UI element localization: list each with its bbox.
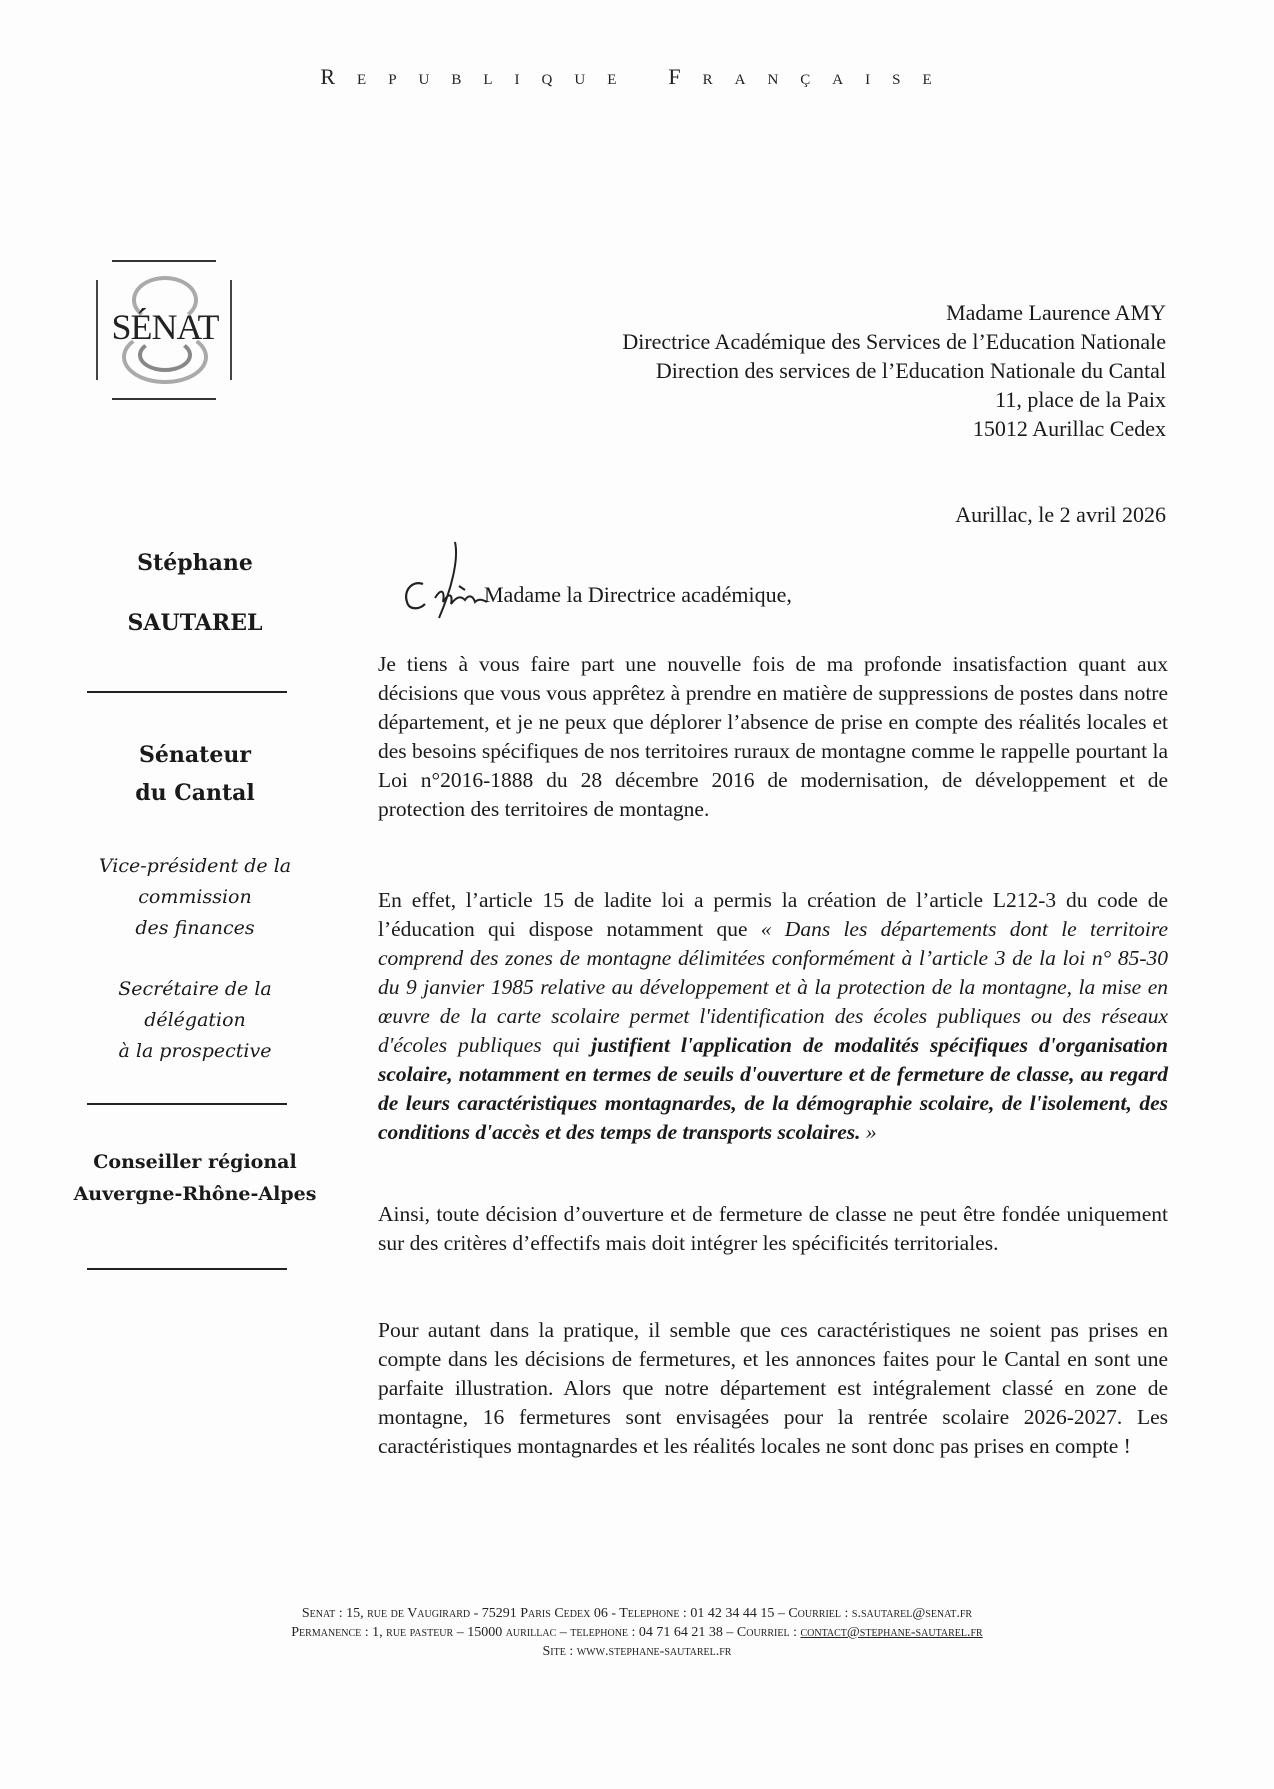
- recipient-title: Directrice Académique des Services de l’Education Nationale: [622, 329, 1166, 354]
- header-francaise: Française: [668, 64, 954, 89]
- footer-permanence-address: [0, 1623, 1274, 1642]
- legal-quote: « Dans les départements dont le territoire comprend des zones de montagne délimitées conformément à l’article 3 de la loi n° 85-30 du 9 janvier 1985 relative au développement et à la protection de la montagne, la mise en œuvre de la carte scolaire permet l'identification des écoles publiques ou des réseaux d'écoles publiques qui: [378, 917, 1169, 1057]
- paragraph-2: [378, 886, 1168, 1147]
- republique-francaise-header: [0, 64, 1274, 90]
- role-line: délégation: [144, 1009, 246, 1031]
- recipient-organization: Direction des services de l’Education Nationale du Cantal: [655, 358, 1166, 383]
- paragraph-1: [378, 650, 1168, 824]
- role-line: à la prospective: [118, 1040, 272, 1062]
- paragraph-intro: En effet, l’article 15 de ladite loi a permis la création de l’article L212-3 du code de l’éducation qui dispose notamment que: [378, 888, 1168, 941]
- role-line: des finances: [135, 917, 255, 939]
- recipient-name: Madame Laurence AMY: [946, 300, 1166, 325]
- divider: [87, 691, 287, 693]
- recipient-address: [622, 298, 1166, 443]
- footer-permanence-text: Permanence : 1, rue pasteur – 15000 aurillac – telephone : 04 71 64 21 38 – Courriel :: [291, 1625, 801, 1640]
- recipient-city: 15012 Aurillac Cedex: [972, 416, 1166, 441]
- divider: [87, 1103, 287, 1105]
- regional-line1: Conseiller régional: [93, 1151, 297, 1173]
- recipient-street: 11, place de la Paix: [995, 387, 1166, 412]
- sender-regional-role: [60, 1146, 330, 1210]
- senat-logo-text: SÉNAT: [111, 307, 219, 347]
- regional-line2: Auvergne-Rhône-Alpes: [73, 1183, 317, 1205]
- paragraph-text: Ainsi, toute décision d’ouverture et de fermeture de classe ne peut être fondée uniquement sur des critères d’effectifs mais doit intégrer les spécificités territoriales.: [378, 1202, 1168, 1255]
- role-line: Vice-président de la: [98, 855, 292, 877]
- sender-title-line1: Sénateur: [139, 742, 251, 768]
- paragraph-text: Je tiens à vous faire part une nouvelle fois de ma profonde insatisfaction quant aux décisions que vous vous apprêtez à prendre en matière de suppressions de postes dans notre département, et je ne peux que déplorer l’absence de prise en compte des réalités locales et des besoins spécifiques de nos territoires ruraux de montagne comme le rappelle pourtant la Loi n°2016-1888 du 28 décembre 2016 de modernisation, de développement et de protection des territoires de montagne.: [378, 652, 1168, 821]
- letterhead-footer: [0, 1604, 1274, 1661]
- paragraph-text: [378, 886, 1168, 1147]
- salutation: Madame la Directrice académique,: [484, 582, 792, 607]
- handwritten-salutation-icon: [395, 540, 495, 622]
- sender-role-prospective: [70, 974, 320, 1067]
- sender-title-line2: du Cantal: [135, 780, 255, 806]
- quote-close: »: [860, 1120, 877, 1144]
- role-line: commission: [138, 886, 252, 908]
- paragraph-3: [378, 1200, 1168, 1258]
- footer-website: Site : www.stephane-sautarel.fr: [542, 1644, 732, 1659]
- legal-quote-emphasis: justifient l'application de modalités spécifiques d'organisation scolaire, notamment en termes de seuils d'ouverture et de fermeture de classe, au regard de leurs caractéristiques montagnardes, de la démographie scolaire, de l'isolement, des conditions d'accès et des temps de transports scolaires.: [378, 1033, 1168, 1144]
- sender-last-name: SAUTAREL: [127, 610, 263, 636]
- letter-date: Aurillac, le 2 avril 2026: [955, 502, 1166, 527]
- sender-role-finances: [70, 851, 320, 944]
- paragraph-text: Pour autant dans la pratique, il semble que ces caractéristiques ne soient pas prises en compte dans les décisions de fermetures, et les annonces faites pour le Cantal en sont une parfaite illustration. Alors que notre département est intégralement classé en zone de montagne, 16 fermetures sont envisagées pour la rentrée scolaire 2026-2027. Les caractéristiques montagnardes et les réalités locales ne sont donc pas prises en compte !: [378, 1318, 1168, 1458]
- sender-title: [70, 736, 320, 812]
- role-line: Secrétaire de la: [118, 978, 272, 1000]
- divider: [87, 1268, 287, 1270]
- paragraph-4: [378, 1316, 1168, 1461]
- header-republique: Republique: [320, 64, 639, 89]
- sender-first-name: Stéphane: [137, 550, 253, 576]
- senat-logo: [96, 260, 232, 400]
- footer-senat-address: Senat : 15, rue de Vaugirard - 75291 Paris Cedex 06 - Telephone : 01 42 34 44 15 – Courriel : s.sautarel@senat.fr: [301, 1606, 973, 1621]
- footer-contact-email-link[interactable]: contact@stephane-sautarel.fr: [800, 1625, 983, 1640]
